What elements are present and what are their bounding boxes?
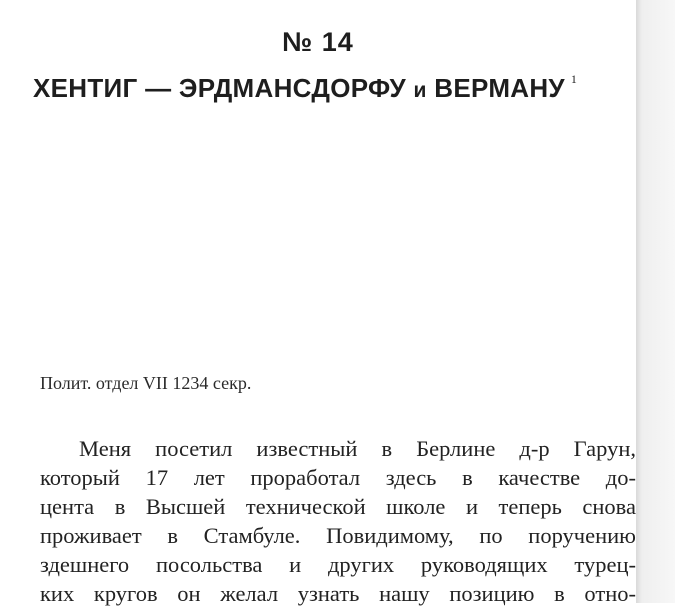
- footnote-marker: 1: [570, 72, 578, 86]
- body-line: ких кругов он желал узнать нашу позицию в отно-: [40, 581, 636, 606]
- document-number: № 14: [282, 27, 354, 57]
- title-part-2: ВЕРМАНУ: [434, 73, 565, 103]
- page-edge-shadow: [636, 0, 675, 603]
- title-part-1: ХЕНТИГ — ЭРДМАНСДОРФУ: [33, 73, 407, 103]
- body-line: который 17 лет проработал здесь в качестве до-: [40, 465, 636, 490]
- body-line: здешнего посольства и других руководящих турец-: [40, 552, 636, 577]
- reference-line: Полит. отдел VII 1234 секр.: [40, 373, 252, 393]
- document-title: [33, 72, 577, 104]
- body-line: Меня посетил известный в Берлине д-р Гарун,: [79, 436, 636, 461]
- body-paragraph: [40, 434, 636, 608]
- body-line: цента в Высшей технической школе и теперь снова: [40, 494, 636, 519]
- body-line: проживает в Стамбуле. Повидимому, по поручению: [40, 523, 636, 548]
- title-conjunction: и: [413, 79, 427, 102]
